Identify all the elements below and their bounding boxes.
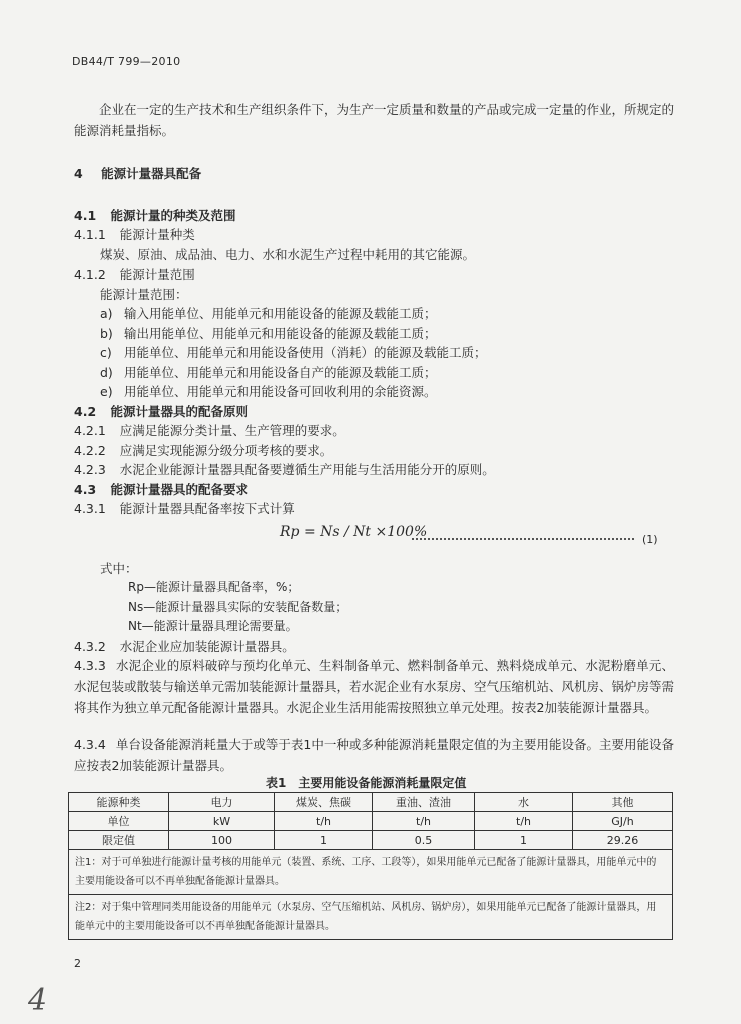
table-cell: 单位 xyxy=(69,812,169,831)
list-text: 输出用能单位、用能单元和用能设备的能源及载能工质； xyxy=(124,326,437,341)
section-number: 4.1.1 xyxy=(74,227,106,242)
table-cell: 其他 xyxy=(573,793,673,812)
list-text: 用能单位、用能单元和用能设备可回收利用的余能资源。 xyxy=(124,384,437,399)
section-title: 能源计量器具配备 xyxy=(101,166,202,181)
list-marker: d) xyxy=(100,365,113,380)
table-cell: 煤炭、焦碳 xyxy=(275,793,373,812)
section-number: 4.3 xyxy=(74,482,97,497)
section-title: 能源计量种类 xyxy=(119,227,195,242)
list-marker: b) xyxy=(100,326,113,341)
list-text: 用能单位、用能单元和用能设备自产的能源及载能工质； xyxy=(124,365,437,380)
table-note: 注1：对于可单独进行能源计量考核的用能单元（装置、系统、工序、工段等），如果用能单元已配备了能源计量器具，用能单元中的主要用能设备可以不再单独配备能源计量器具。 xyxy=(69,850,673,895)
table-cell: 限定值 xyxy=(69,831,169,850)
section-4-3-heading xyxy=(74,480,248,498)
list-text: 输入用能单位、用能单元和用能设备的能源及载能工质； xyxy=(124,306,437,321)
list-text: 用能单位、用能单元和用能设备使用（消耗）的能源及载能工质； xyxy=(124,345,487,360)
section-title: 能源计量范围 xyxy=(119,267,195,282)
equation-number: (1) xyxy=(642,533,658,546)
table-cell: 水 xyxy=(475,793,573,812)
page-number: 2 xyxy=(74,957,81,970)
table-cell: t/h xyxy=(373,812,475,831)
clause-number: 4.2.1 xyxy=(74,423,106,438)
list-marker: c) xyxy=(100,345,112,360)
table-note-row xyxy=(69,850,673,895)
symbol-definition: Nt—能源计量器具理论需要量。 xyxy=(128,619,298,633)
clause-4-2-3 xyxy=(74,460,495,478)
handwritten-margin-mark: 4 xyxy=(28,983,48,1018)
table-cell: t/h xyxy=(475,812,573,831)
where-label: 式中： xyxy=(100,561,138,576)
clause-number: 4.2.3 xyxy=(74,462,106,477)
table-caption: 表1 主要用能设备能源消耗量限定值 xyxy=(266,776,467,790)
section-4-1-2-lead: 能源计量范围： xyxy=(100,287,188,302)
clause-4-2-1 xyxy=(74,421,345,439)
list-item xyxy=(100,382,437,400)
list-item xyxy=(100,343,487,361)
table-note-row xyxy=(69,895,673,940)
list-item xyxy=(100,324,437,342)
section-4-1-2-heading xyxy=(74,265,195,283)
table-row xyxy=(69,793,673,812)
section-4-1-1-heading xyxy=(74,225,195,243)
formula: Rp = Ns / Nt ×100% xyxy=(280,524,428,540)
symbol-definition: Rp—能源计量器具配备率，%； xyxy=(128,580,300,594)
energy-limit-table xyxy=(68,792,673,940)
clause-number: 4.3.1 xyxy=(74,501,106,516)
table-row xyxy=(69,831,673,850)
section-title: 能源计量的种类及范围 xyxy=(110,208,236,223)
clause-number: 4.3.2 xyxy=(74,639,106,654)
list-marker: e) xyxy=(100,384,113,399)
table-row xyxy=(69,812,673,831)
table-cell: 电力 xyxy=(169,793,275,812)
table-cell: 29.26 xyxy=(573,831,673,850)
clause-text: 水泥企业能源计量器具配备要遵循生产用能与生活用能分开的原则。 xyxy=(119,462,495,477)
clause-text: 应满足能源分类计量、生产管理的要求。 xyxy=(119,423,345,438)
clause-4-3-2 xyxy=(74,637,295,655)
table-cell: 1 xyxy=(475,831,573,850)
clause-4-3-1 xyxy=(74,499,295,517)
clause-number: 4.2.2 xyxy=(74,443,106,458)
list-marker: a) xyxy=(100,306,113,321)
intro-paragraph: 企业在一定的生产技术和生产组织条件下，为生产一定质量和数量的产品或完成一定量的作业，所规定的能源消耗量指标。 xyxy=(74,102,675,138)
clause-number: 4.3.3 xyxy=(74,658,106,673)
section-number: 4.1 xyxy=(74,208,97,223)
section-4-1-1-body: 煤炭、原油、成品油、电力、水和水泥生产过程中耗用的其它能源。 xyxy=(100,247,476,262)
clause-4-3-3 xyxy=(74,655,674,718)
table-cell: 100 xyxy=(169,831,275,850)
table-cell: 能源种类 xyxy=(69,793,169,812)
clause-4-2-2 xyxy=(74,441,332,459)
section-4-1-heading xyxy=(74,206,236,224)
leader-dots xyxy=(412,532,634,540)
clause-text: 应满足实现能源分级分项考核的要求。 xyxy=(119,443,333,458)
section-number: 4.1.2 xyxy=(74,267,106,282)
section-title: 能源计量器具的配备要求 xyxy=(110,482,249,497)
clause-4-3-4 xyxy=(74,734,674,776)
list-item xyxy=(100,363,437,381)
symbol-definition: Ns—能源计量器具实际的安装配备数量； xyxy=(128,600,348,614)
clause-text: 能源计量器具配备率按下式计算 xyxy=(119,501,295,516)
table-cell: t/h xyxy=(275,812,373,831)
clause-text: 水泥企业的原料破碎与预均化单元、生料制备单元、燃料制备单元、熟料烧成单元、水泥粉磨单元、水泥包装或散装与输送单元需加装能源计量器具，若水泥企业有水泵房、空气压缩机站、风机房、锅炉房等需将其作为独立单元配备能源计量器具。水泥企业生活用能需按照独立单元处理。按表2加装能源计量器具。 xyxy=(74,658,675,715)
list-item xyxy=(100,304,437,322)
clause-text: 单台设备能源消耗量大于或等于表1中一种或多种能源消耗量限定值的为主要用能设备。主要用能设备应按表2加装能源计量器具。 xyxy=(74,737,674,773)
table-note: 注2：对于集中管理同类用能设备的用能单元（水泵房、空气压缩机站、风机房、锅炉房），如果用能单元已配备了能源计量器具，用能单元中的主要用能设备可以不再单独配备能源计量器具。 xyxy=(69,895,673,940)
section-4-heading xyxy=(74,164,201,182)
section-number: 4 xyxy=(74,166,83,181)
section-4-2-heading xyxy=(74,402,248,420)
table-cell: 1 xyxy=(275,831,373,850)
section-number: 4.2 xyxy=(74,404,97,419)
section-title: 能源计量器具的配备原则 xyxy=(110,404,249,419)
table-cell: GJ/h xyxy=(573,812,673,831)
table-cell: 0.5 xyxy=(373,831,475,850)
clause-text: 水泥企业应加装能源计量器具。 xyxy=(119,639,295,654)
document-header: DB44/T 799—2010 xyxy=(72,55,181,68)
table-cell: kW xyxy=(169,812,275,831)
clause-number: 4.3.4 xyxy=(74,737,106,752)
table-cell: 重油、渣油 xyxy=(373,793,475,812)
